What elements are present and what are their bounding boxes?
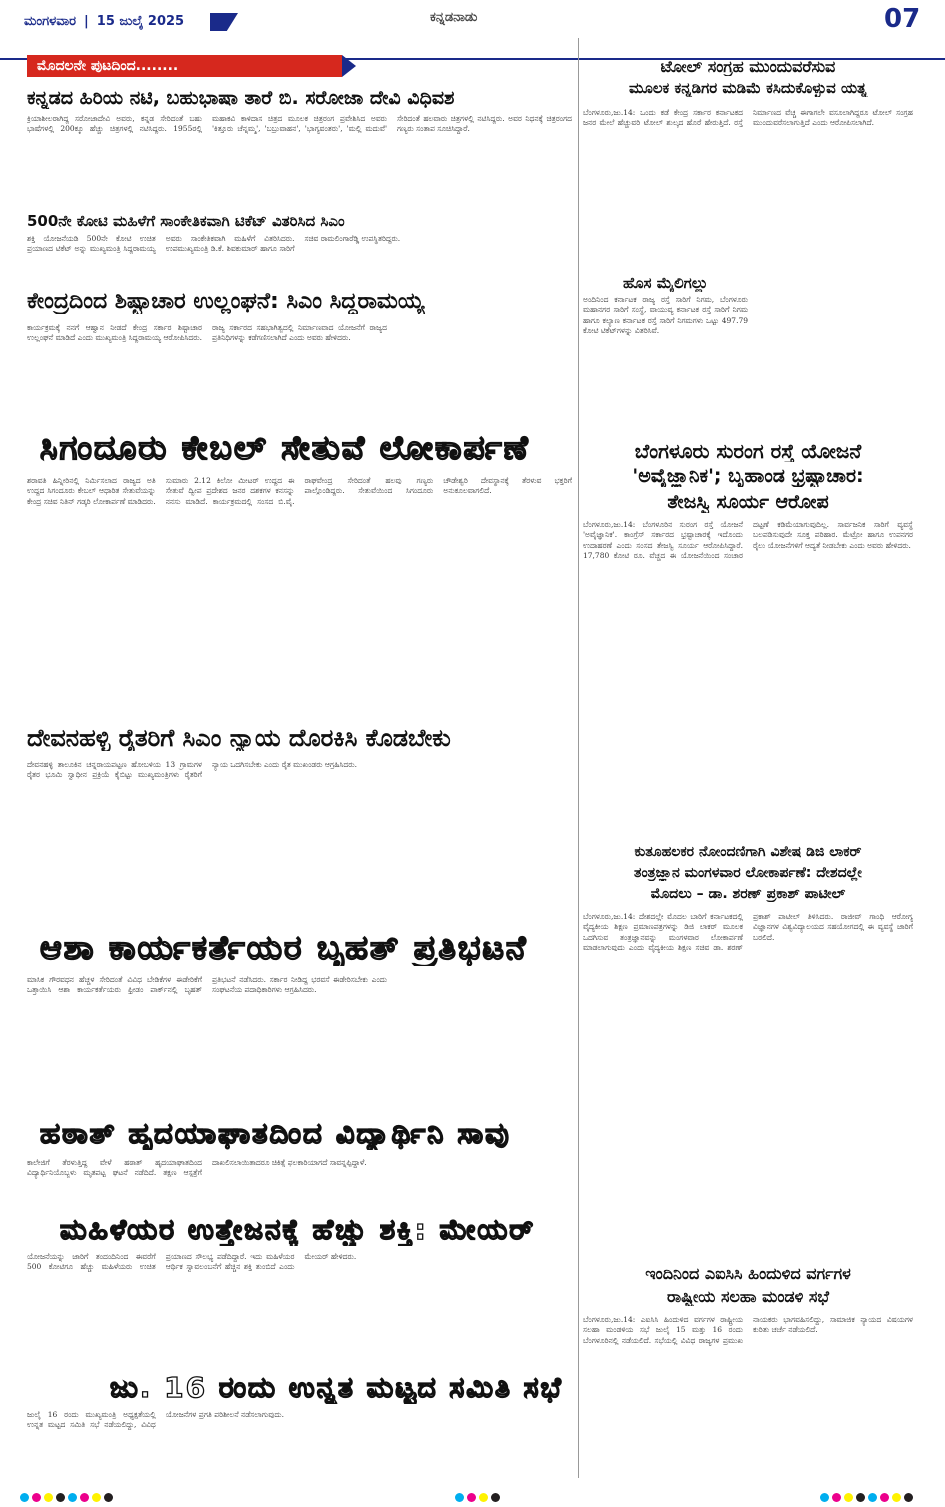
section-banner: ಮೊದಲನೇ ಪುಟದಿಂದ........ xyxy=(27,55,342,77)
registration-dot xyxy=(20,1493,29,1502)
headline-new-milestone: ಹೊಸ ಮೈಲಿಗಲ್ಲು xyxy=(622,275,709,292)
registration-dot xyxy=(892,1493,901,1502)
headline-committee-meeting: ಜು. 16 ರಂದು ಉನ್ನತ ಮಟ್ಟದ ಸಮಿತಿ ಸಭೆ xyxy=(110,1373,563,1404)
article-digilocker: ಬೆಂಗಳೂರು,ಜು.14: ದೇಶದಲ್ಲೇ ಮೊದಲ ಬಾರಿಗೆ ಕರ್ನಾಟಕದಲ್ಲಿ ವೈದ್ಯಕೀಯ ಶಿಕ್ಷಣ ಪ್ರಮಾಣಪತ್ರಗಳನ್ನು ಡಿಜಿ ಲಾಕರ್ ಮೂಲಕ ಒದಗಿಸುವ ತಂತ್ರಜ್ಞಾನವನ್ನು ಮಂಗಳವಾರ ಲೋಕಾರ್ಪಣೆ ಮಾಡಲಾಗುವುದು ಎಂದು ವೈದ್ಯಕೀಯ ಶಿಕ್ಷಣ ಸಚಿವ ಡಾ. ಶರಣ್ ಪ್ರಕಾಶ್ ಪಾಟೀಲ್ ತಿಳಿಸಿದರು. ರಾಜೀವ್ ಗಾಂಧಿ ಆರೋಗ್ಯ ವಿಜ್ಞಾನಗಳ ವಿಶ್ವವಿದ್ಯಾಲಯದ ಸಹಯೋಗದಲ್ಲಿ ಈ ವ್ಯವಸ್ಥೆ ಜಾರಿಗೆ ಬರಲಿದೆ. xyxy=(583,912,913,953)
article-sigandur-bridge: ಶರಾವತಿ ಹಿನ್ನೀರಿನಲ್ಲಿ ನಿರ್ಮಿಸಲಾದ ರಾಜ್ಯದ ಅತಿ ಉದ್ದದ ಸಿಗಂದೂರು ಕೇಬಲ್ ಆಧಾರಿತ ಸೇತುವೆಯನ್ನು ಕೇಂದ್ರ ಸಚಿವ ನಿತಿನ್ ಗಡ್ಕರಿ ಲೋಕಾರ್ಪಣೆ ಮಾಡಿದರು. ಸುಮಾರು 2.12 ಕಿಲೋ ಮೀಟರ್ ಉದ್ದದ ಈ ಸೇತುವೆ ದ್ವೀಪ ಪ್ರದೇಶದ ಜನರ ದಶಕಗಳ ಕನಸನ್ನು ನನಸು ಮಾಡಿದೆ. ಕಾರ್ಯಕ್ರಮದಲ್ಲಿ ಸಂಸದ ಬಿ.ವೈ. ರಾಘವೇಂದ್ರ ಸೇರಿದಂತೆ ಹಲವು ಗಣ್ಯರು ಪಾಲ್ಗೊಂಡಿದ್ದರು. ಸೇತುವೆಯಿಂದ ಸಿಗಂದೂರು ಚೌಡೇಶ್ವರಿ ದೇವಸ್ಥಾನಕ್ಕೆ ತೆರಳುವ ಭಕ್ತರಿಗೆ ಅನುಕೂಲವಾಗಲಿದೆ. xyxy=(27,476,572,506)
headline-digilocker-line1: ಕುತೂಹಲಕರ ನೋಂದಣಿಗಾಗಿ ವಿಶೇಷ ಡಿಜಿ ಲಾಕರ್ xyxy=(634,845,862,860)
article-saroja-devi: ಕ್ರಿಯಾಶೀಲರಾಗಿದ್ದ ಸರೋಜಾದೇವಿ ಅವರು, ಕನ್ನಡ ಸೇರಿದಂತೆ ಬಹು ಭಾಷೆಗಳಲ್ಲಿ 200ಕ್ಕೂ ಹೆಚ್ಚು ಚಿತ್ರಗಳಲ್ಲಿ ನಟಿಸಿದ್ದರು. 1955ರಲ್ಲಿ ಮಹಾಕವಿ ಕಾಳಿದಾಸ ಚಿತ್ರದ ಮೂಲಕ ಚಿತ್ರರಂಗ ಪ್ರವೇಶಿಸಿದ ಅವರು 'ಕಿತ್ತೂರು ಚೆನ್ನಮ್ಮ', 'ಬಬ್ರುವಾಹನ', 'ಭಾಗ್ಯವಂತರು', 'ಮಲ್ಲಿ ಮದುವೆ' ಸೇರಿದಂತೆ ಹಲವಾರು ಚಿತ್ರಗಳಲ್ಲಿ ನಟಿಸಿದ್ದರು. ಅವರ ನಿಧನಕ್ಕೆ ಚಿತ್ರರಂಗದ ಗಣ್ಯರು ಸಂತಾಪ ಸೂಚಿಸಿದ್ದಾರೆ. xyxy=(27,114,572,134)
article-new-milestone: ಅಂದಿನಿಂದ ಕರ್ನಾಟಕ ರಾಜ್ಯ ರಸ್ತೆ ಸಾರಿಗೆ ನಿಗಮ, ಬೆಂಗಳೂರು ಮಹಾನಗರ ಸಾರಿಗೆ ಸಂಸ್ಥೆ, ವಾಯುವ್ಯ ಕರ್ನಾಟಕ ರಸ್ತೆ ಸಾರಿಗೆ ನಿಗಮ ಹಾಗೂ ಕಲ್ಯಾಣ ಕರ್ನಾಟಕ ರಸ್ತೆ ಸಾರಿಗೆ ನಿಗಮಗಳು ಒಟ್ಟು 497.79 ಕೋಟಿ ಟಿಕೆಟ್‌ಗಳನ್ನು ವಿತರಿಸಿವೆ. xyxy=(583,295,748,336)
column-divider xyxy=(578,38,579,1478)
registration-dot xyxy=(832,1493,841,1502)
registration-marks-center xyxy=(455,1493,500,1503)
headline-sigandur-bridge: ಸಿಗಂದೂರು ಕೇಬಲ್ ಸೇತುವೆ ಲೋಕಾರ್ಪಣೆ xyxy=(40,430,530,467)
headline-tunnel-line1: ಬೆಂಗಳೂರು ಸುರಂಗ ರಸ್ತೆ ಯೋಜನೆ xyxy=(634,440,862,462)
masthead-day: ಮಂಗಳವಾರ xyxy=(24,13,77,29)
masthead-date: 15 ಜುಲೈ 2025 xyxy=(96,13,185,29)
registration-dot xyxy=(479,1493,488,1502)
article-committee-meeting: ಜುಲೈ 16 ರಂದು ಮುಖ್ಯಮಂತ್ರಿ ಅಧ್ಯಕ್ಷತೆಯಲ್ಲಿ ಉನ್ನತ ಮಟ್ಟದ ಸಮಿತಿ ಸಭೆ ನಡೆಯಲಿದ್ದು, ವಿವಿಧ ಯೋಜನೆಗಳ ಪ್ರಗತಿ ಪರಿಶೀಲನೆ ನಡೆಸಲಾಗುವುದು. xyxy=(27,1410,284,1430)
registration-dot xyxy=(56,1493,65,1502)
headline-devanahalli-farmers: ದೇವನಹಳ್ಳಿ ರೈತರಿಗೆ ಸಿಎಂ ನ್ಯಾಯ ದೊರಕಿಸಿ ಕೊಡಬೇಕು xyxy=(27,725,451,752)
masthead-paper-name: ಕನ್ನಡನಾಡು xyxy=(430,10,478,25)
registration-dot xyxy=(44,1493,53,1502)
registration-dot xyxy=(467,1493,476,1502)
registration-marks-right xyxy=(820,1493,913,1503)
headline-tunnel-line2: 'ಅವೈಜ್ಞಾನಿಕ'; ಬೃಹಾಂಡ ಭ್ರಷ್ಟಾಚಾರ: xyxy=(632,466,864,487)
registration-dot xyxy=(856,1493,865,1502)
article-shakti-ticket: ಶಕ್ತಿ ಯೋಜನೆಯಡಿ 500ನೇ ಕೋಟಿ ಉಚಿತ ಪ್ರಯಾಣದ ಟಿಕೆಟ್ ಅನ್ನು ಮುಖ್ಯಮಂತ್ರಿ ಸಿದ್ದರಾಮಯ್ಯ ಅವರು ಸಾಂಕೇತಿಕವಾಗಿ ಮಹಿಳೆಗೆ ವಿತರಿಸಿದರು. ಉಪಮುಖ್ಯಮಂತ್ರಿ ಡಿ.ಕೆ. ಶಿವಕುಮಾರ್ ಹಾಗೂ ಸಾರಿಗೆ ಸಚಿವ ರಾಮಲಿಂಗಾರೆಡ್ಡಿ ಉಪಸ್ಥಿತರಿದ್ದರು. xyxy=(27,234,401,254)
registration-dot xyxy=(844,1493,853,1502)
registration-dot xyxy=(80,1493,89,1502)
headline-student-heart-attack: ಹಠಾತ್ ಹೃದಯಾಘಾತದಿಂದ ವಿದ್ಯಾರ್ಥಿನಿ ಸಾವು xyxy=(40,1118,511,1150)
article-toll: ಬೆಂಗಳೂರು,ಜು.14: ಒಂದು ಕಡೆ ಕೇಂದ್ರ ಸರ್ಕಾರ ಕರ್ನಾಟಕದ ಜನರ ಮೇಲೆ ಹೆಚ್ಚುವರಿ ಟೋಲ್ ಶುಲ್ಕದ ಹೊರೆ ಹೇರುತ್ತಿದೆ. ರಸ್ತೆ ನಿರ್ಮಾಣದ ವೆಚ್ಚ ಈಗಾಗಲೇ ವಸೂಲಾಗಿದ್ದರೂ ಟೋಲ್ ಸಂಗ್ರಹ ಮುಂದುವರೆಸಲಾಗುತ್ತಿದೆ ಎಂದು ಆರೋಪಿಸಲಾಗಿದೆ. xyxy=(583,108,913,128)
masthead-info xyxy=(24,10,184,32)
headline-toll-line1: ಟೋಲ್ ಸಂಗ್ರಹ ಮುಂದುವರೆಸುವ xyxy=(660,58,836,76)
headline-saroja-devi: ಕನ್ನಡದ ಹಿರಿಯ ನಟಿ, ಬಹುಭಾಷಾ ತಾರೆ ಬಿ. ಸರೋಜಾ ದೇವಿ ವಿಧಿವಶ xyxy=(27,88,455,109)
registration-dot xyxy=(904,1493,913,1502)
registration-dot xyxy=(92,1493,101,1502)
registration-dot xyxy=(32,1493,41,1502)
page-number: 07 xyxy=(884,4,921,34)
article-aicc: ಬೆಂಗಳೂರು,ಜು.14: ಎಐಸಿಸಿ ಹಿಂದುಳಿದ ವರ್ಗಗಳ ರಾಷ್ಟ್ರೀಯ ಸಲಹಾ ಮಂಡಳಿಯ ಸಭೆ ಜುಲೈ 15 ಮತ್ತು 16 ರಂದು ಬೆಂಗಳೂರಿನಲ್ಲಿ ನಡೆಯಲಿದೆ. ಸಭೆಯಲ್ಲಿ ವಿವಿಧ ರಾಜ್ಯಗಳ ಪ್ರಮುಖ ನಾಯಕರು ಭಾಗವಹಿಸಲಿದ್ದು, ಸಾಮಾಜಿಕ ನ್ಯಾಯದ ವಿಷಯಗಳ ಕುರಿತು ಚರ್ಚೆ ನಡೆಯಲಿದೆ. xyxy=(583,1315,913,1345)
article-devanahalli-farmers: ದೇವನಹಳ್ಳಿ ತಾಲೂಕಿನ ಚನ್ನರಾಯಪಟ್ಟಣ ಹೋಬಳಿಯ 13 ಗ್ರಾಮಗಳ ರೈತರ ಭೂಮಿ ಸ್ವಾಧೀನ ಪ್ರಕ್ರಿಯೆ ಕೈಬಿಟ್ಟು ಮುಖ್ಯಮಂತ್ರಿಗಳು ರೈತರಿಗೆ ನ್ಯಾಯ ಒದಗಿಸಬೇಕು ಎಂದು ರೈತ ಮುಖಂಡರು ಆಗ್ರಹಿಸಿದರು. xyxy=(27,760,357,780)
article-tunnel: ಬೆಂಗಳೂರು,ಜು.14: ಬೆಂಗಳೂರಿನ ಸುರಂಗ ರಸ್ತೆ ಯೋಜನೆ 'ಅವೈಜ್ಞಾನಿಕ'. ಕಾಂಗ್ರೆಸ್ ಸರ್ಕಾರದ ಭ್ರಷ್ಟಾಚಾರಕ್ಕೆ ಇದೊಂದು ಉದಾಹರಣೆ ಎಂದು ಸಂಸದ ತೇಜಸ್ವಿ ಸೂರ್ಯ ಆರೋಪಿಸಿದ್ದಾರೆ. 17,780 ಕೋಟಿ ರೂ. ವೆಚ್ಚದ ಈ ಯೋಜನೆಯಿಂದ ಸಂಚಾರ ದಟ್ಟಣೆ ಕಡಿಮೆಯಾಗುವುದಿಲ್ಲ. ಸಾರ್ವಜನಿಕ ಸಾರಿಗೆ ವ್ಯವಸ್ಥೆ ಬಲಪಡಿಸುವುದೇ ಸೂಕ್ತ ಪರಿಹಾರ. ಮೆಟ್ರೋ ಹಾಗೂ ಉಪನಗರ ರೈಲು ಯೋಜನೆಗಳಿಗೆ ಆದ್ಯತೆ ನೀಡಬೇಕು ಎಂದು ಅವರು ಹೇಳಿದರು. xyxy=(583,520,913,561)
article-asha-protest: ಮಾಸಿಕ ಗೌರವಧನ ಹೆಚ್ಚಳ ಸೇರಿದಂತೆ ವಿವಿಧ ಬೇಡಿಕೆಗಳ ಈಡೇರಿಕೆಗೆ ಒತ್ತಾಯಿಸಿ ಆಶಾ ಕಾರ್ಯಕರ್ತೆಯರು ಫ್ರೀಡಂ ಪಾರ್ಕ್‌ನಲ್ಲಿ ಬೃಹತ್ ಪ್ರತಿಭಟನೆ ನಡೆಸಿದರು. ಸರ್ಕಾರ ನೀಡಿದ್ದ ಭರವಸೆ ಈಡೇರಿಸಬೇಕು ಎಂದು ಸಂಘಟನೆಯ ಪದಾಧಿಕಾರಿಗಳು ಆಗ್ರಹಿಸಿದರು. xyxy=(27,975,387,995)
registration-dot xyxy=(68,1493,77,1502)
registration-dot xyxy=(868,1493,877,1502)
registration-dot xyxy=(455,1493,464,1502)
registration-dot xyxy=(491,1493,500,1502)
headline-women-empowerment: ಮಹಿಳೆಯರ ಉತ್ತೇಜನಕ್ಕೆ ಹೆಚ್ಚು ಶಕ್ತಿ: ಮೇಯರ್ xyxy=(60,1215,536,1246)
registration-dot xyxy=(820,1493,829,1502)
registration-dot xyxy=(104,1493,113,1502)
article-protocol-violation: ಕಾರ್ಯಕ್ರಮಕ್ಕೆ ನನಗೆ ಆಹ್ವಾನ ನೀಡದೆ ಕೇಂದ್ರ ಸರ್ಕಾರ ಶಿಷ್ಟಾಚಾರ ಉಲ್ಲಂಘನೆ ಮಾಡಿದೆ ಎಂದು ಮುಖ್ಯಮಂತ್ರಿ ಸಿದ್ದರಾಮಯ್ಯ ಆರೋಪಿಸಿದರು. ರಾಜ್ಯ ಸರ್ಕಾರದ ಸಹಭಾಗಿತ್ವದಲ್ಲಿ ನಿರ್ಮಾಣವಾದ ಯೋಜನೆಗೆ ರಾಜ್ಯದ ಪ್ರತಿನಿಧಿಗಳನ್ನು ಕಡೆಗಣಿಸಲಾಗಿದೆ ಎಂದು ಅವರು ಹೇಳಿದರು. xyxy=(27,323,387,343)
headline-aicc-line2: ರಾಷ್ಟ್ರೀಯ ಸಲಹಾ ಮಂಡಳಿ ಸಭೆ xyxy=(667,1288,829,1306)
registration-dot xyxy=(880,1493,889,1502)
headline-asha-protest: ಆಶಾ ಕಾರ್ಯಕರ್ತೆಯರ ಬೃಹತ್ ಪ್ರತಿಭಟನೆ xyxy=(40,930,528,967)
headline-toll-line2: ಮೂಲಕ ಕನ್ನಡಿಗರ ಮಡಿಮೆ ಕಸಿದುಕೊಳ್ಳುವ ಯತ್ನ xyxy=(628,80,867,97)
headline-digilocker-line2: ತಂತ್ರಜ್ಞಾನ ಮಂಗಳವಾರ ಲೋಕಾರ್ಪಣೆ: ದೇಶದಲ್ಲೇ xyxy=(634,866,862,881)
headline-shakti-ticket: 500ನೇ ಕೋಟಿ ಮಹಿಳೆಗೆ ಸಾಂಕೇತಿಕವಾಗಿ ಟಿಕೆಟ್ ವಿತರಿಸಿದ ಸಿಎಂ xyxy=(27,213,345,230)
headline-digilocker-line3: ಮೊದಲು – ಡಾ. ಶರಣ್ ಪ್ರಕಾಶ್ ಪಾಟೀಲ್ xyxy=(650,887,846,902)
headline-aicc-line1: ಇಂದಿನಿಂದ ಎಐಸಿಸಿ ಹಿಂದುಳಿದ ವರ್ಗಗಳ xyxy=(645,1265,851,1283)
headline-tunnel-line3: ತೇಜಸ್ವಿ ಸೂರ್ಯ ಆರೋಪ xyxy=(667,492,829,513)
headline-protocol-violation: ಕೇಂದ್ರದಿಂದ ಶಿಷ್ಟಾಚಾರ ಉಲ್ಲಂಘನೆ: ಸಿಎಂ ಸಿದ್ದರಾಮಯ್ಯ xyxy=(27,290,425,314)
masthead-divider: | xyxy=(84,13,89,29)
article-women-empowerment: ಯೋಜನೆಯನ್ನು ಜಾರಿಗೆ ತಂದಂದಿನಿಂದ ಈವರೆಗೆ 500 ಕೋಟಿಗೂ ಹೆಚ್ಚು ಮಹಿಳೆಯರು ಉಚಿತ ಪ್ರಯಾಣದ ಸೌಲಭ್ಯ ಪಡೆದಿದ್ದಾರೆ. ಇದು ಮಹಿಳೆಯರ ಆರ್ಥಿಕ ಸ್ವಾವಲಂಬನೆಗೆ ಹೆಚ್ಚಿನ ಶಕ್ತಿ ತುಂಬಿದೆ ಎಂದು ಮೇಯರ್ ಹೇಳಿದರು. xyxy=(27,1252,357,1272)
article-student-heart-attack: ಕಾಲೇಜಿಗೆ ತೆರಳುತ್ತಿದ್ದ ವೇಳೆ ಹಠಾತ್ ಹೃದಯಾಘಾತದಿಂದ ವಿದ್ಯಾರ್ಥಿನಿಯೊಬ್ಬಳು ಮೃತಪಟ್ಟ ಘಟನೆ ನಡೆದಿದೆ. ತಕ್ಷಣ ಆಸ್ಪತ್ರೆಗೆ ದಾಖಲಿಸಲಾಯಿತಾದರೂ ಚಿಕಿತ್ಸೆ ಫಲಕಾರಿಯಾಗದೆ ಸಾವನ್ನಪ್ಪಿದ್ದಾಳೆ. xyxy=(27,1158,367,1178)
registration-marks-left xyxy=(20,1493,113,1503)
